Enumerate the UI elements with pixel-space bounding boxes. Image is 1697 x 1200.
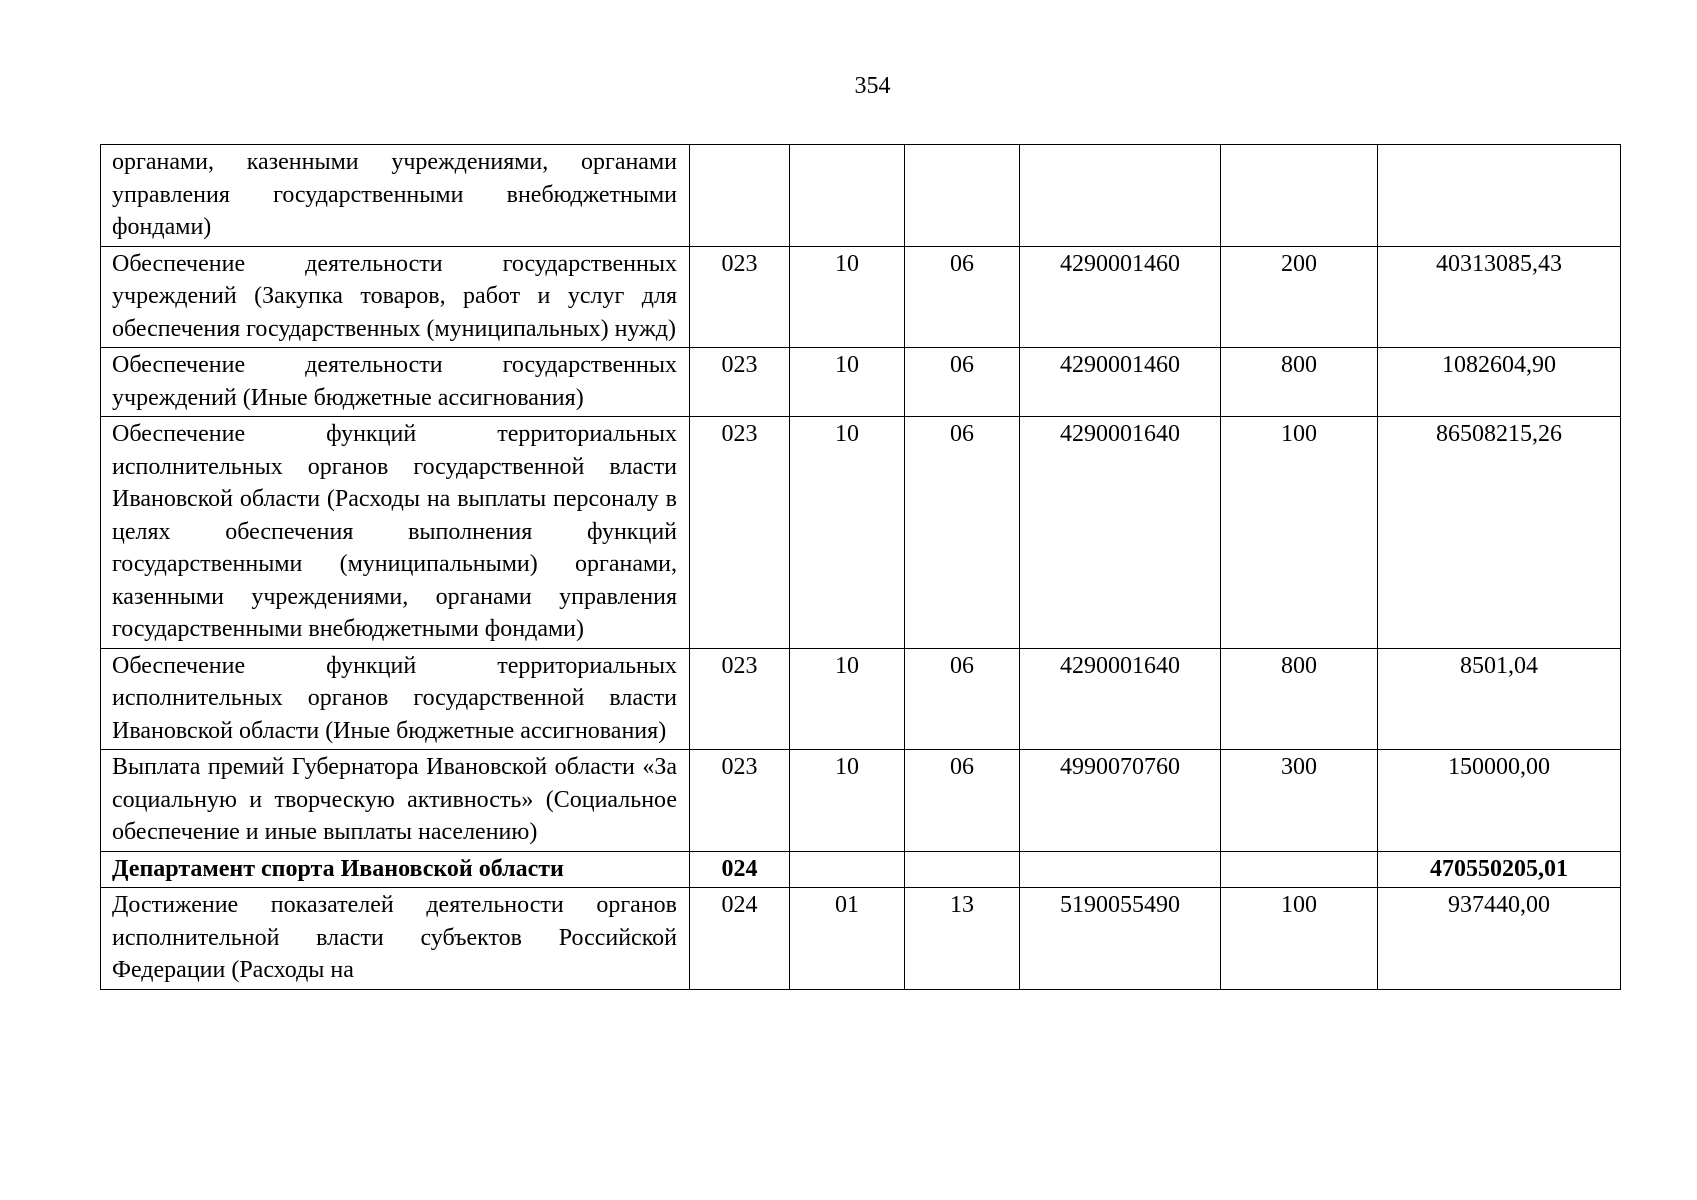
row-expense-type-code: 200 [1221, 246, 1378, 348]
row-description: Департамент спорта Ивановской области [101, 851, 690, 888]
row-ved-code: 024 [690, 888, 790, 990]
row-expense-type-code: 800 [1221, 348, 1378, 417]
row-sum [1378, 145, 1621, 247]
row-ved-code: 023 [690, 417, 790, 649]
row-sum: 8501,04 [1378, 648, 1621, 750]
row-subsection-code: 06 [905, 417, 1020, 649]
table-row [101, 145, 1621, 247]
row-section-code: 10 [790, 246, 905, 348]
table-row [101, 246, 1621, 348]
row-subsection-code [905, 145, 1020, 247]
row-section-code [790, 145, 905, 247]
table-row [101, 348, 1621, 417]
department-header-row [101, 851, 1621, 888]
row-section-code: 10 [790, 648, 905, 750]
row-subsection-code: 13 [905, 888, 1020, 990]
row-subsection-code: 06 [905, 348, 1020, 417]
row-section-code [790, 851, 905, 888]
row-description: Обеспечение деятельности государственных учреждений (Иные бюджетные ассигнования) [101, 348, 690, 417]
row-expense-type-code: 800 [1221, 648, 1378, 750]
row-subsection-code: 06 [905, 750, 1020, 852]
row-expense-type-code: 100 [1221, 888, 1378, 990]
row-expense-type-code: 100 [1221, 417, 1378, 649]
row-ved-code: 023 [690, 750, 790, 852]
row-sum: 40313085,43 [1378, 246, 1621, 348]
table-row [101, 750, 1621, 852]
row-target-article-code [1020, 145, 1221, 247]
row-sum: 1082604,90 [1378, 348, 1621, 417]
row-expense-type-code [1221, 851, 1378, 888]
row-ved-code: 023 [690, 246, 790, 348]
row-section-code: 10 [790, 417, 905, 649]
row-sum: 150000,00 [1378, 750, 1621, 852]
row-description: Обеспечение деятельности государственных учреждений (Закупка товаров, работ и услуг для обеспечения государственных (муниципальных) нужд) [101, 246, 690, 348]
row-section-code: 01 [790, 888, 905, 990]
row-expense-type-code: 300 [1221, 750, 1378, 852]
row-target-article-code [1020, 851, 1221, 888]
table-row [101, 648, 1621, 750]
row-section-code: 10 [790, 348, 905, 417]
row-description: Выплата премий Губернатора Ивановской области «За социальную и творческую активность» (Социальное обеспечение и иные выплаты населению) [101, 750, 690, 852]
row-sum: 470550205,01 [1378, 851, 1621, 888]
row-sum: 86508215,26 [1378, 417, 1621, 649]
budget-table [100, 144, 1621, 990]
row-ved-code [690, 145, 790, 247]
row-description: Обеспечение функций территориальных исполнительных органов государственной власти Ивановской области (Иные бюджетные ассигнования) [101, 648, 690, 750]
row-target-article-code: 4990070760 [1020, 750, 1221, 852]
row-description: Достижение показателей деятельности органов исполнительной власти субъектов Российской Федерации (Расходы на [101, 888, 690, 990]
row-target-article-code: 4290001460 [1020, 246, 1221, 348]
row-subsection-code: 06 [905, 648, 1020, 750]
page-number: 354 [854, 73, 891, 99]
row-expense-type-code [1221, 145, 1378, 247]
row-target-article-code: 5190055490 [1020, 888, 1221, 990]
row-target-article-code: 4290001640 [1020, 648, 1221, 750]
row-ved-code: 023 [690, 648, 790, 750]
table-row [101, 888, 1621, 990]
row-section-code: 10 [790, 750, 905, 852]
row-description: органами, казенными учреждениями, органами управления государственными внебюджетными фондами) [101, 145, 690, 247]
row-subsection-code: 06 [905, 246, 1020, 348]
row-sum: 937440,00 [1378, 888, 1621, 990]
row-ved-code: 023 [690, 348, 790, 417]
row-target-article-code: 4290001460 [1020, 348, 1221, 417]
row-ved-code: 024 [690, 851, 790, 888]
table-row [101, 417, 1621, 649]
row-target-article-code: 4290001640 [1020, 417, 1221, 649]
row-description: Обеспечение функций территориальных исполнительных органов государственной власти Ивановской области (Расходы на выплаты персоналу в целях обеспечения выполнения функций государственными (муниципальными) органами, казенными учреждениями, органами управления государственными внебюджетными фондами) [101, 417, 690, 649]
row-subsection-code [905, 851, 1020, 888]
